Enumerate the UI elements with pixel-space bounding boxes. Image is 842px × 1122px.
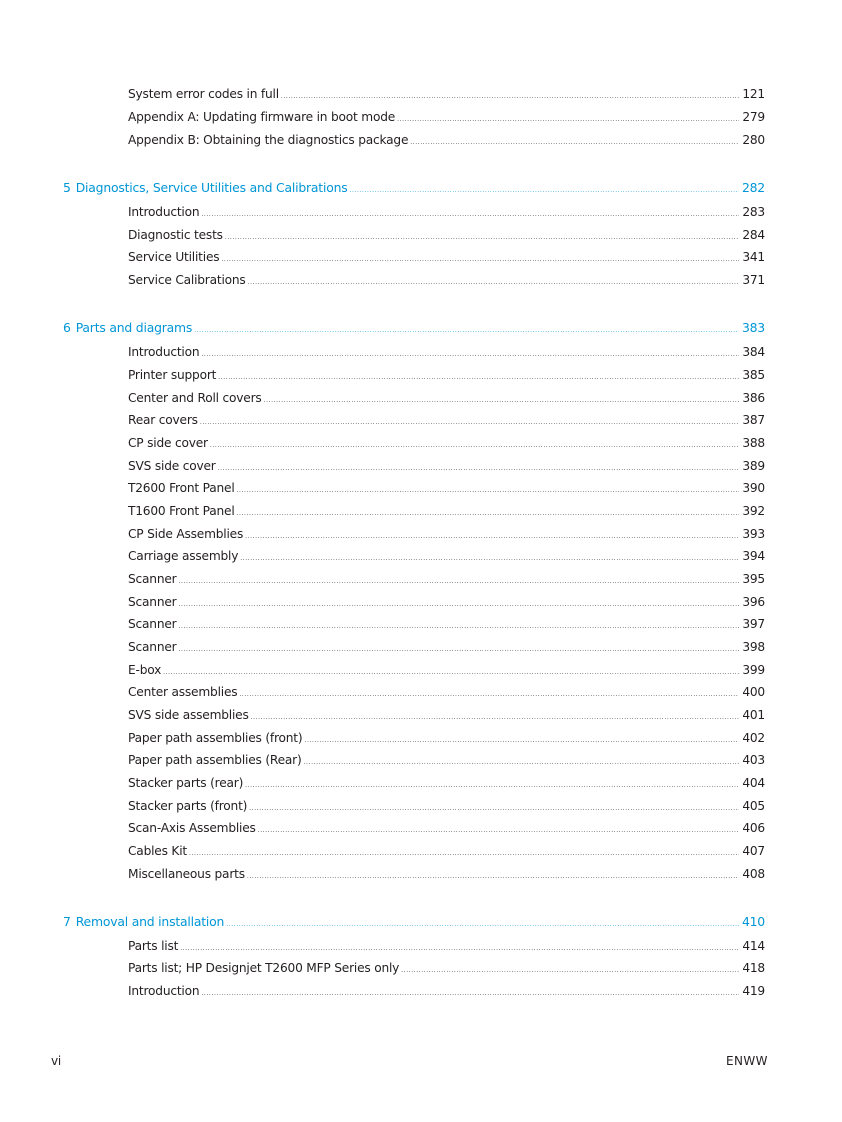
toc-entry[interactable] — [128, 843, 765, 862]
dot-leader — [264, 393, 740, 409]
dot-leader — [245, 778, 739, 794]
toc-entry[interactable] — [128, 526, 765, 545]
dot-leader — [397, 112, 739, 128]
dot-leader — [245, 529, 739, 545]
toc-entry[interactable] — [128, 616, 765, 635]
toc-entry[interactable] — [128, 503, 765, 522]
dot-leader — [237, 506, 740, 522]
toc-entry[interactable] — [128, 707, 765, 726]
dot-leader — [180, 941, 739, 957]
chapter-page: 383 — [741, 320, 765, 335]
toc-entry[interactable] — [128, 775, 765, 794]
toc-entry[interactable] — [128, 367, 765, 386]
toc-entry-title: Introduction — [128, 984, 200, 998]
toc-entry-page: 419 — [742, 984, 765, 998]
toc-entry-title: CP side cover — [128, 436, 208, 450]
dot-leader — [247, 869, 739, 885]
toc-chapter-5[interactable] — [63, 180, 765, 199]
toc-entry-title: Diagnostic tests — [128, 228, 223, 242]
toc-entry[interactable] — [128, 866, 765, 885]
toc-entry[interactable] — [128, 249, 765, 268]
dot-leader — [200, 415, 740, 431]
chapter-number: 5 — [63, 180, 71, 195]
toc-entry-page: 404 — [742, 776, 765, 790]
toc-entry-title: Parts list; HP Designjet T2600 MFP Series only — [128, 961, 400, 975]
chapter-heading — [63, 180, 348, 196]
chapter-title: Parts and diagrams — [75, 320, 193, 335]
toc-entry-title: Scanner — [128, 572, 177, 586]
toc-entry-page: 405 — [742, 799, 765, 813]
dot-leader — [210, 438, 739, 454]
dot-leader — [258, 823, 740, 839]
toc-entry-page: 341 — [742, 250, 765, 264]
chapter-heading — [63, 914, 224, 930]
toc-entry-title: Service Calibrations — [128, 273, 246, 287]
toc-entry-page: 394 — [742, 549, 765, 563]
footer-page-number: vi — [51, 1054, 62, 1068]
toc-entry[interactable] — [128, 390, 765, 409]
toc-entry-page: 399 — [742, 663, 765, 677]
toc-entry-title: Scanner — [128, 617, 177, 631]
toc-entry-page: 388 — [742, 436, 765, 450]
dot-leader — [237, 483, 740, 499]
toc-entry-title: Introduction — [128, 345, 200, 359]
toc-entry[interactable] — [128, 639, 765, 658]
chapter-page: 410 — [741, 914, 765, 929]
toc-entry-title: Printer support — [128, 368, 217, 382]
toc-entry-title: Scanner — [128, 640, 177, 654]
dot-leader — [240, 551, 739, 567]
dot-leader — [281, 89, 739, 105]
toc-entry-title: Appendix B: Obtaining the diagnostics package — [128, 133, 409, 147]
toc-entry-page: 406 — [742, 821, 765, 835]
toc-entry[interactable] — [128, 798, 765, 817]
toc-entry[interactable] — [128, 412, 765, 431]
toc-entry-page: 398 — [742, 640, 765, 654]
toc-entry-title: Service Utilities — [128, 250, 220, 264]
dot-leader — [248, 275, 740, 291]
dot-leader — [163, 665, 739, 681]
toc-entry-title: Stacker parts (front) — [128, 799, 248, 813]
toc-entry-page: 403 — [742, 753, 765, 767]
toc-entry[interactable] — [128, 480, 765, 499]
toc-entry[interactable] — [128, 938, 765, 957]
dot-leader — [226, 917, 739, 933]
toc-entry-title: Introduction — [128, 205, 200, 219]
dot-leader — [201, 986, 739, 1002]
toc-entry[interactable] — [128, 227, 765, 246]
toc-entry[interactable] — [128, 132, 765, 151]
toc-entry-title: Center assemblies — [128, 685, 238, 699]
dot-leader — [410, 135, 739, 151]
dot-leader — [178, 619, 739, 635]
toc-entry[interactable] — [128, 983, 765, 1002]
toc-entry-title: CP Side Assemblies — [128, 527, 244, 541]
chapter-heading — [63, 320, 192, 336]
toc-entry-page: 385 — [742, 368, 765, 382]
dot-leader — [304, 755, 740, 771]
toc-entry-page: 284 — [742, 228, 765, 242]
chapter-title: Diagnostics, Service Utilities and Calibrations — [75, 180, 348, 195]
toc-entry-page: 384 — [742, 345, 765, 359]
toc-entry-title: Parts list — [128, 939, 179, 953]
dot-leader — [251, 710, 740, 726]
toc-entry-page: 401 — [742, 708, 765, 722]
chapter-number: 7 — [63, 914, 71, 929]
dot-leader — [218, 370, 739, 386]
toc-entry[interactable] — [128, 594, 765, 613]
toc-entry[interactable] — [128, 109, 765, 128]
toc-entry-title: Cables Kit — [128, 844, 187, 858]
dot-leader — [304, 733, 739, 749]
toc-entry[interactable] — [128, 344, 765, 363]
toc-entry-page: 395 — [742, 572, 765, 586]
toc-entry-page: 402 — [742, 731, 765, 745]
toc-entry-title: Scanner — [128, 595, 177, 609]
toc-entry-title: Paper path assemblies (Rear) — [128, 753, 302, 767]
dot-leader — [249, 801, 739, 817]
chapter-number: 6 — [63, 320, 71, 335]
dot-leader — [178, 642, 739, 658]
footer-code: ENWW — [726, 1054, 768, 1068]
toc-entry[interactable] — [128, 820, 765, 839]
dot-leader — [221, 252, 739, 268]
dot-leader — [225, 230, 740, 246]
toc-entry[interactable] — [128, 458, 765, 477]
toc-entry-page: 408 — [742, 867, 765, 881]
dot-leader — [194, 323, 739, 339]
toc-entry-title: SVS side cover — [128, 459, 216, 473]
toc-entry[interactable] — [128, 684, 765, 703]
toc-entry-page: 393 — [742, 527, 765, 541]
toc-entry[interactable] — [128, 571, 765, 590]
toc-entry-page: 279 — [742, 110, 765, 124]
toc-entry-page: 400 — [742, 685, 765, 699]
toc-entry-page: 387 — [742, 413, 765, 427]
toc-entry-title: Center and Roll covers — [128, 391, 262, 405]
toc-entry-title: Stacker parts (rear) — [128, 776, 244, 790]
toc-entry-page: 280 — [742, 133, 765, 147]
toc-entry-title: System error codes in full — [128, 87, 279, 101]
toc-entry[interactable] — [128, 960, 765, 979]
toc-entry-title: Paper path assemblies (front) — [128, 731, 303, 745]
toc-entry-page: 397 — [742, 617, 765, 631]
toc-entry[interactable] — [128, 752, 765, 771]
toc-entry-page: 392 — [742, 504, 765, 518]
toc-entry-page: 386 — [742, 391, 765, 405]
toc-entry-page: 390 — [742, 481, 765, 495]
toc-entry[interactable] — [128, 204, 765, 223]
toc-entry-page: 396 — [742, 595, 765, 609]
toc-entry[interactable] — [128, 662, 765, 681]
toc-entry-page: 407 — [742, 844, 765, 858]
toc-entry-title: T1600 Front Panel — [128, 504, 235, 518]
toc-entry[interactable] — [128, 730, 765, 749]
toc-entry[interactable] — [128, 272, 765, 291]
toc-chapter-6[interactable] — [63, 320, 765, 339]
toc-entry-page: 389 — [742, 459, 765, 473]
dot-leader — [401, 963, 739, 979]
toc-entry-title: SVS side assemblies — [128, 708, 249, 722]
toc-entry-title: T2600 Front Panel — [128, 481, 235, 495]
chapter-page: 282 — [741, 180, 765, 195]
dot-leader — [239, 687, 739, 703]
dot-leader — [189, 846, 739, 862]
dot-leader — [178, 574, 739, 590]
toc-entry-title: Rear covers — [128, 413, 198, 427]
toc-entry-title: Carriage assembly — [128, 549, 239, 563]
dot-leader — [350, 183, 739, 199]
toc-entry-title: Miscellaneous parts — [128, 867, 245, 881]
toc-entry-title: Scan-Axis Assemblies — [128, 821, 256, 835]
dot-leader — [218, 461, 740, 477]
toc-entry-page: 371 — [742, 273, 765, 287]
toc-entry-page: 283 — [742, 205, 765, 219]
toc-entry[interactable] — [128, 548, 765, 567]
toc-entry-page: 121 — [742, 87, 765, 101]
toc-entry-title: Appendix A: Updating firmware in boot mode — [128, 110, 396, 124]
toc-entry-page: 414 — [742, 939, 765, 953]
toc-entry[interactable] — [128, 86, 765, 105]
toc-chapter-7[interactable] — [63, 914, 765, 933]
toc-entry-page: 418 — [742, 961, 765, 975]
toc-entry-title: E-box — [128, 663, 162, 677]
toc-entry[interactable] — [128, 435, 765, 454]
dot-leader — [178, 597, 739, 613]
dot-leader — [201, 207, 739, 223]
dot-leader — [201, 347, 739, 363]
chapter-title: Removal and installation — [75, 914, 225, 929]
